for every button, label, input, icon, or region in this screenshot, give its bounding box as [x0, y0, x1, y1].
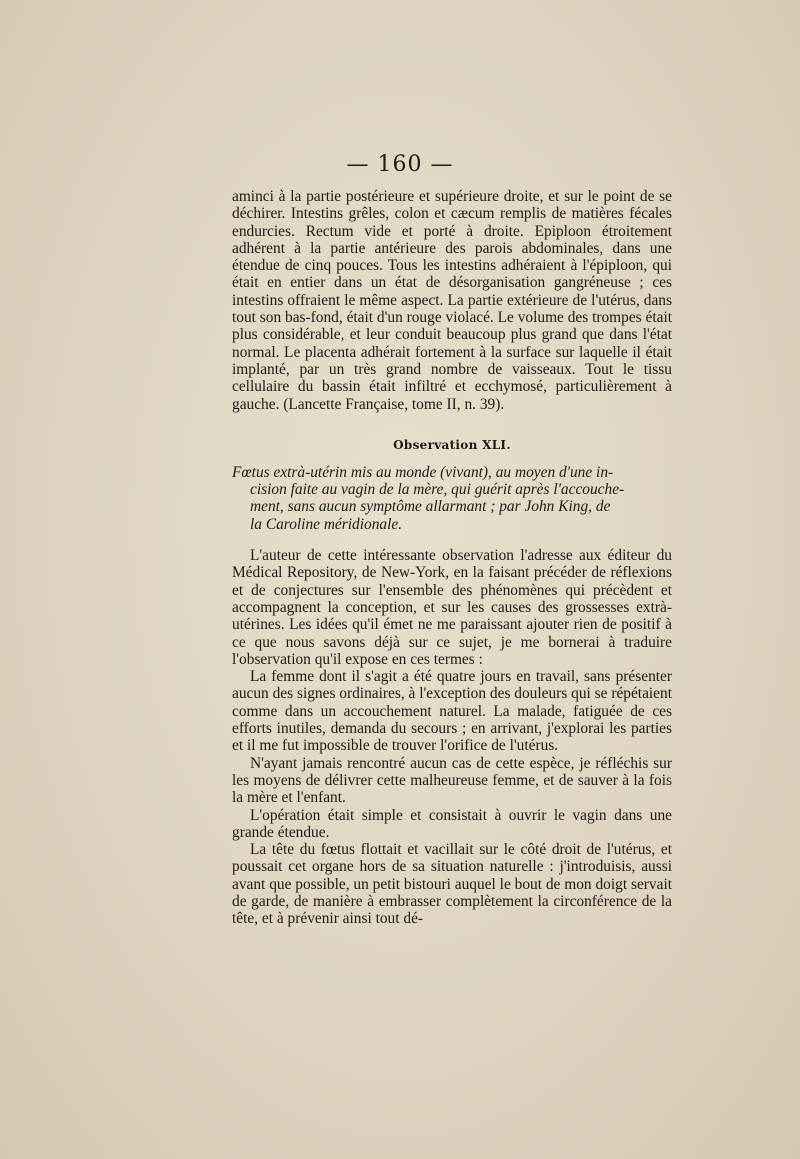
summary-line: cision faite au vagin de la mère, qui guérit après l'accouche-	[250, 481, 625, 499]
body-paragraph: L'opération était simple et consistait à ouvrir le vagin dans une grande étendue.	[232, 806, 672, 841]
summary-line: ment, sans aucun symptôme allarmant ; par John King, de	[250, 498, 611, 516]
body-paragraph: N'ayant jamais rencontré aucun cas de cette espèce, je réfléchis sur les moyens de délivrer cette malheureuse femme, et de sauver à la fois la mère et l'enfant.	[232, 754, 672, 807]
body-paragraph: La femme dont il s'agit a été quatre jours en travail, sans présenter aucun des signes ordinaires, à l'exception des douleurs qui se répétaient comme dans un accouchement naturel. La malade, fatiguée de ces efforts inutiles, demanda du secours ; en arrivant, j'explorai les parties et il me fut impossible de trouver l'orifice de l'utérus.	[232, 668, 672, 755]
body-paragraph: La tête du fœtus flottait et vacillait sur le côté droit de l'utérus, et poussait cet organe hors de sa situation naturelle : j'introduisis, aussi avant que possible, un petit bistouri auquel le bout de mon doigt servait de garde, de manière à embrasser complètement la circonférence de la tête, et à prévenir ainsi tout dé-	[232, 841, 672, 928]
summary-line: la Caroline méridionale.	[250, 515, 403, 533]
observation-summary	[232, 464, 672, 533]
summary-line: Fœtus extrà-utérin mis au monde (vivant), au moyen d'une in-	[232, 463, 614, 481]
page-number: — 160 —	[346, 152, 454, 177]
page-body	[232, 188, 672, 928]
observation-heading: Observation XLI.	[393, 437, 511, 452]
body-paragraph: L'auteur de cette intéressante observation l'adresse aux éditeur du Médical Repository, de New-York, en la faisant précéder de réflexions et de conjectures sur l'ensemble des phénomènes qui précèdent et accompagnent la conception, et sur les causes des grossesses extrà-utérines. Les idées qu'il émet ne me paraissant ajouter rien de positif à ce que nous savons déjà sur ce sujet, je me bornerai à traduire l'observation qu'il expose en ces termes :	[232, 547, 672, 668]
continuation-paragraph: aminci à la partie postérieure et supérieure droite, et sur le point de se déchirer. Intestins grêles, colon et cæcum remplis de matières fécales endurcies. Rectum vide et porté à droite. Epiploon étroitement adhérent à la partie antérieure des parois abdominales, dans une étendue de cinq pouces. Tous les intestins adhéraient à l'épiploon, qui était en entier dans un état de désorganisation gangréneuse ; ces intestins offraient le même aspect. La partie extérieure de l'utérus, dans tout son bas-fond, était d'un rouge violacé. Le volume des trompes était plus considérable, et leur conduit beaucoup plus grand que dans l'état normal. Le placenta adhérait fortement à la surface sur laquelle il était implanté, par un très grand nombre de vaisseaux. Tout le tissu cellulaire du bassin était infiltré et ecchymosé, particulièrement à gauche. (Lancette Française, tome II, n. 39).	[232, 188, 673, 413]
